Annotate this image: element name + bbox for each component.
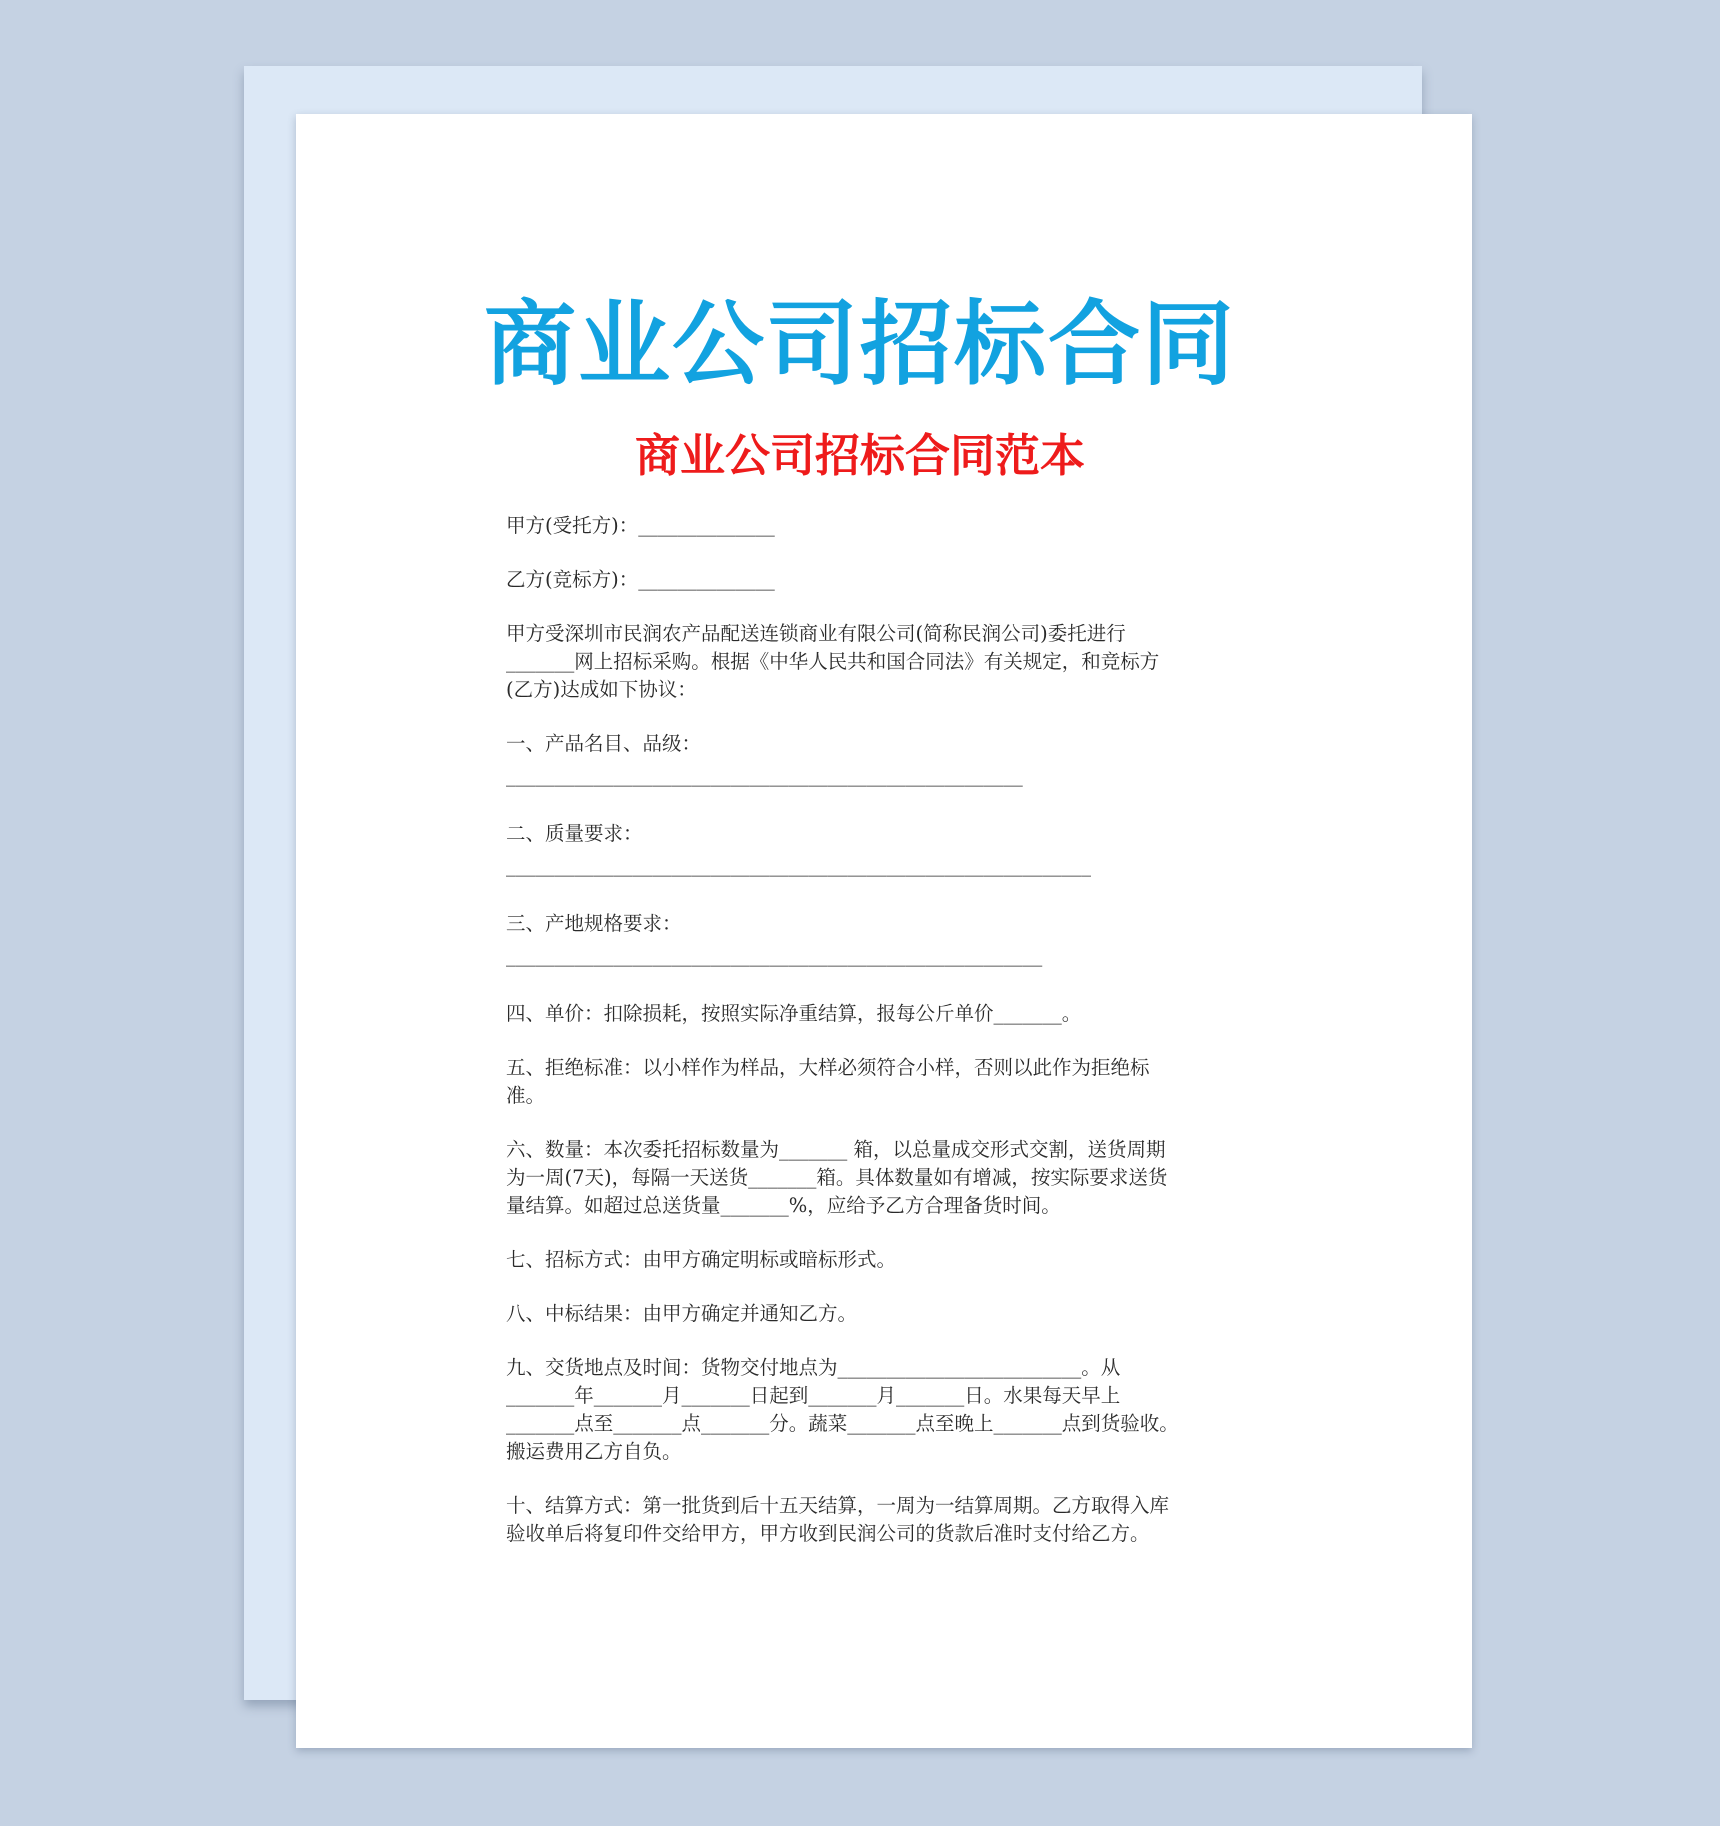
clause-8: 八、中标结果：由甲方确定并通知乙方。 [506, 1302, 858, 1325]
clause-10: 十、结算方式：第一批货到后十五天结算，一周为一结算周期。乙方取得入库 验收单后将复印件交给甲方，甲方收到民润公司的货款后准时支付给乙方。 [506, 1494, 1170, 1545]
clause-1-blank: _____________________________________________________ [506, 764, 1023, 787]
clause-5: 五、拒绝标准：以小样作为样品，大样必须符合小样，否则以此作为拒绝标 准。 [506, 1056, 1150, 1107]
clause-9: 九、交货地点及时间：货物交付地点为_________________________。从 _______年_______月_______日起到_______月_______日。水果每天早上 _______点至_______点_______分。蔬菜_______点至晚上_______点到货验收。 搬运费用乙方自负。 [506, 1356, 1179, 1463]
clause-2: 二、质量要求： [506, 822, 643, 845]
contract-body [506, 512, 1254, 1574]
clause-6: 六、数量：本次委托招标数量为_______ 箱，以总量成交形式交割，送货周期 为一周(7天)，每隔一天送货_______箱。具体数量如有增减，按实际要求送货 量结算。如超过总送货量_______%，应给予乙方合理备货时间。 [506, 1138, 1168, 1217]
party-b-line: 乙方(竞标方)：______________ [506, 568, 775, 591]
clause-3: 三、产地规格要求： [506, 912, 682, 935]
document-title: 商业公司招标合同 [483, 291, 1236, 398]
clause-1: 一、产品名目、品级： [506, 732, 702, 755]
clause-2-blank: ____________________________________________________________ [506, 854, 1091, 877]
clause-4: 四、单价：扣除损耗，按照实际净重结算，报每公斤单价_______。 [506, 1002, 1082, 1025]
clause-7: 七、招标方式：由甲方确定明标或暗标形式。 [506, 1248, 897, 1271]
document-subtitle: 商业公司招标合同范本 [634, 429, 1085, 482]
intro-paragraph: 甲方受深圳市民润农产品配送连锁商业有限公司(简称民润公司)委托进行 _______网上招标采购。根据《中华人民共和国合同法》有关规定，和竞标方 (乙方)达成如下协议： [506, 622, 1160, 701]
clause-3-blank: _______________________________________________________ [506, 944, 1043, 967]
party-a-line: 甲方(受托方)：______________ [506, 514, 775, 537]
